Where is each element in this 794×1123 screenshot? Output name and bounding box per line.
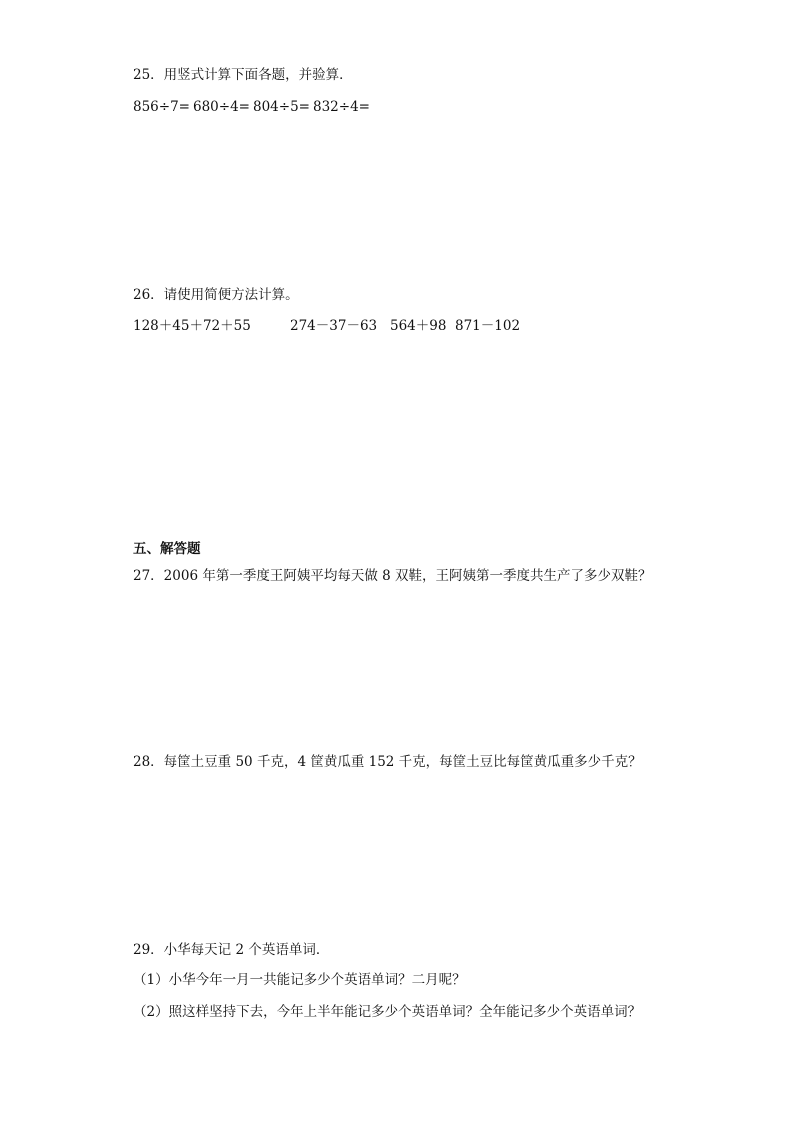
question-26-title: 26．请使用简便方法计算。 <box>133 287 299 303</box>
question-29-title: 29．小华每天记 2 个英语单词． <box>133 942 330 958</box>
question-29-sub-2: （2）照这样坚持下去，今年上半年能记多少个英语单词？全年能记多少个英语单词？ <box>133 1004 642 1020</box>
question-27-text: 27．2006 年第一季度王阿姨平均每天做 8 双鞋，王阿姨第一季度共生产了多少双鞋？ <box>133 568 652 584</box>
question-28-text: 28．每筐土豆重 50 千克，4 筐黄瓜重 152 千克，每筐土豆比每筐黄瓜重多少千克？ <box>133 754 642 770</box>
question-26-expression-4: 871－102 <box>455 318 521 334</box>
question-25-title: 25．用竖式计算下面各题，并验算． <box>133 67 353 83</box>
section-5-heading: 五、解答题 <box>133 541 201 557</box>
question-25-expression-1: 856÷7= <box>133 99 190 115</box>
question-26-expression-3: 564＋98 <box>390 318 447 334</box>
question-25-expression-2: 680÷4= <box>193 99 250 115</box>
question-25-expression-3: 804÷5= <box>253 99 310 115</box>
question-26-expression-2: 274－37－63 <box>290 318 378 334</box>
question-29-sub-1: （1）小华今年一月一共能记多少个英语单词？二月呢？ <box>133 972 466 988</box>
question-26-expression-1: 128＋45＋72＋55 <box>133 318 251 334</box>
question-25-expression-4: 832÷4= <box>313 99 370 115</box>
